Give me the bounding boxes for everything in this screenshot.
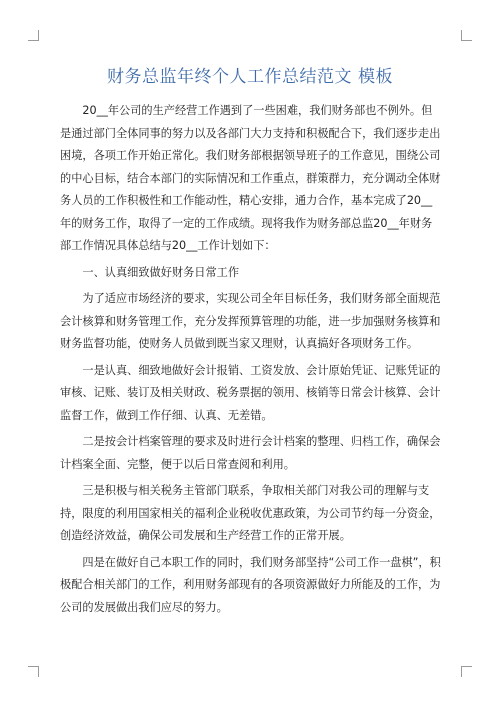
paragraph-item-1: 一是认真、细致地做好会计报销、工资发放、会计原始凭证、记账凭证的审核、记账、装订及相关财政、税务票据的领用、核销等日常会计核算、会计监督工作，做到工作仔细、认真、无差错。 xyxy=(60,363,441,422)
crop-mark-bottom-right xyxy=(461,666,472,677)
crop-mark-bottom-left xyxy=(28,666,39,677)
paragraph-item-4: 四是在做好自己本职工作的同时，我们财务部坚持“公司工作一盘棋”，积极配合相关部门的工作，利用财务部现有的各项资源做好力所能及的工作，为公司的发展做出我们应尽的努力。 xyxy=(60,555,441,614)
section-heading-1: 一、认真细致做好财务日常工作 xyxy=(82,265,240,279)
document-title: 财务总监年终个人工作总结范文 模板 xyxy=(107,67,393,87)
crop-mark-top-right xyxy=(461,30,472,41)
document-body xyxy=(60,100,442,619)
paragraph-overview: 为了适应市场经济的要求，实现公司全年目标任务，我们财务部全面规范会计核算和财务管理工作，充分发挥预算管理的功能，进一步加强财务核算和财务监督功能，使财务人员做到既当家又理财，认真搞好各项财务工作。 xyxy=(60,292,441,350)
paragraph-intro: 20__年公司的生产经营工作遇到了一些困难，我们财务部也不例外。但是通过部门全体同事的努力以及各部门大力支持和积极配合下，我们逐步走出困境，各项工作开始正常化。我们财务部根据领导班子的工作意见，围绕公司的中心目标，结合本部门的实际情况和工作重点，群策群力，充分调动全体财务人员的工作积极性和工作能动性，精心安排，通力合作，基本完成了20__年的财务工作，取得了一定的工作成绩。现将我作为财务部总监20__年财务部工作情况具体总结与20__工作计划如下： xyxy=(60,104,441,252)
paragraph-item-2: 二是按会计档案管理的要求及时进行会计档案的整理、归档工作，确保会计档案全面、完整，便于以后日常查阅和利用。 xyxy=(60,435,441,471)
crop-mark-top-left xyxy=(28,30,39,41)
paragraph-item-3: 三是积极与相关税务主管部门联系，争取相关部门对我公司的理解与支持，限度的利用国家相关的福利企业税收优惠政策，为公司节约每一分资金，创造经济效益，确保公司发展和生产经营工作的正常开展。 xyxy=(60,484,441,542)
